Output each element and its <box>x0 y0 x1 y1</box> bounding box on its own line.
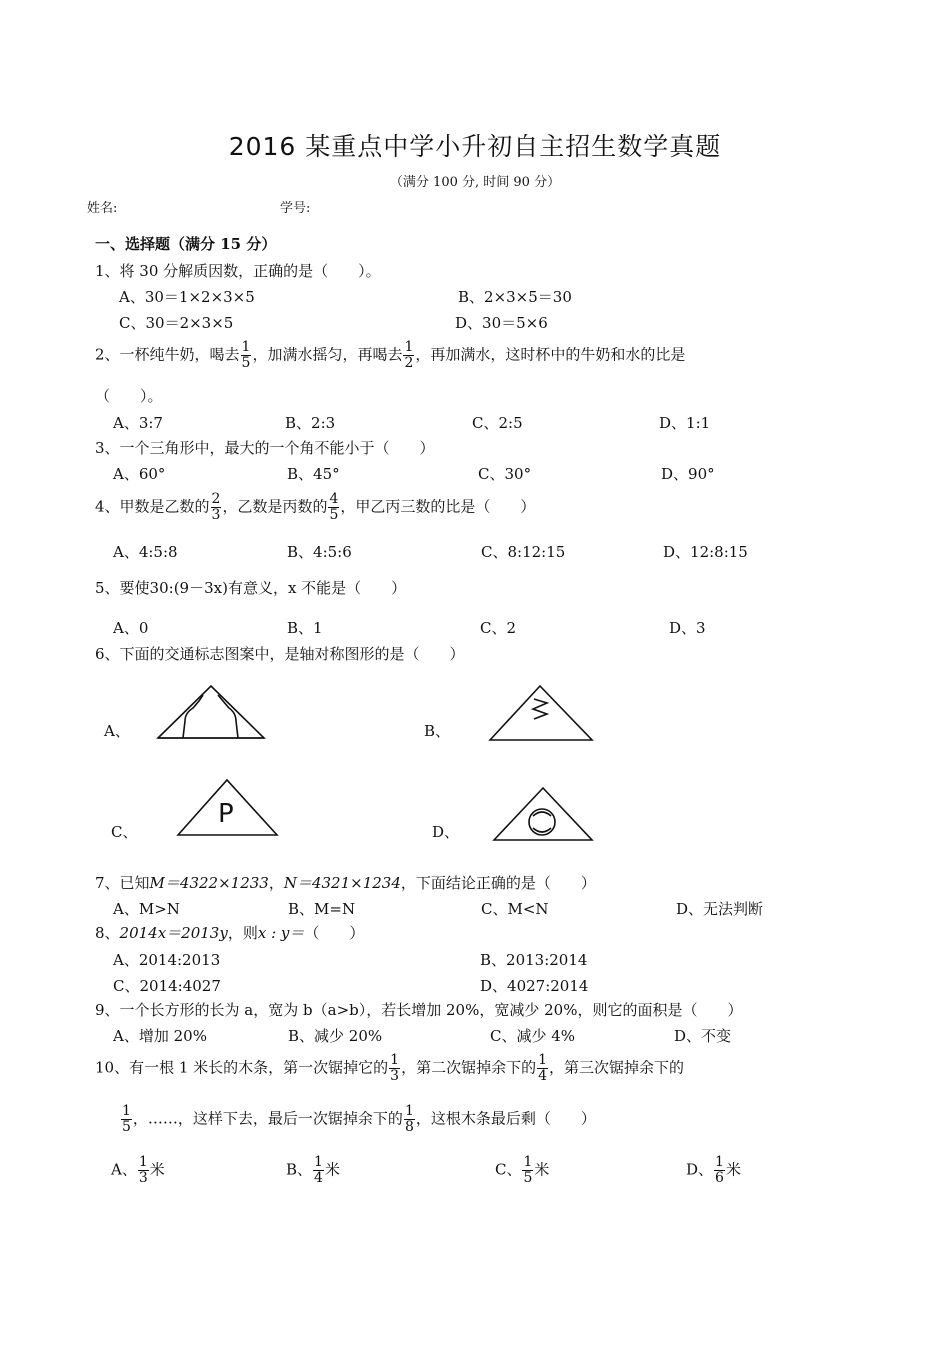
q5-text-1: 5、要使 <box>95 579 150 597</box>
q8-option-d: D、4027:2014 <box>480 977 589 995</box>
q4-fraction-2 <box>328 492 339 523</box>
q3-option-b: B、45° <box>287 465 340 483</box>
q1-option-a: A、30＝1×2×3×5 <box>119 288 255 306</box>
q10-b-label: B、 <box>286 1160 313 1179</box>
q9-option-a: A、增加 20% <box>113 1027 207 1045</box>
name-label: 姓名: <box>87 201 118 216</box>
q6-option-c: C、 <box>111 823 138 841</box>
q5-text-2: 有意义，x 不能是（ ） <box>227 579 407 597</box>
q10-text-3: ，第三次锯掉余下的 <box>549 1058 685 1077</box>
q10-b-num: 1 <box>314 1154 323 1170</box>
q4-f2-num: 4 <box>329 491 339 507</box>
q10-c-den: 5 <box>523 1170 533 1186</box>
sign-c-parking-icon <box>175 777 281 837</box>
question-3: 3、一个三角形中，最大的一个角不能小于（ ） <box>95 439 435 457</box>
q10-d-unit: 米 <box>725 1160 741 1179</box>
question-6: 6、下面的交通标志图案中，是轴对称图形的是（ ） <box>95 645 465 663</box>
q10-c-fraction <box>522 1155 533 1186</box>
q10-text-2: ，第二次锯掉余下的 <box>401 1058 537 1077</box>
q2-text-4: （ ）。 <box>95 387 163 405</box>
q10-a-unit: 米 <box>149 1160 165 1179</box>
q10-text-5: ，这根木条最后剩（ ） <box>415 1109 596 1128</box>
q10-option-d <box>686 1155 741 1186</box>
q10-d-den: 6 <box>715 1170 724 1186</box>
q4-option-b: B、4:5:6 <box>287 543 352 561</box>
q10-d-fraction <box>714 1155 725 1186</box>
q10-b-den: 4 <box>314 1170 323 1186</box>
q7-option-c: C、M<N <box>481 900 549 918</box>
q2-option-b: B、2:3 <box>285 414 336 432</box>
q7-m-expression: M＝4322×1233 <box>149 874 269 892</box>
q7-text-2: ，下面结论正确的是（ ） <box>400 874 596 892</box>
q2-f2-num: 1 <box>404 339 414 355</box>
sign-d-circular-arrows-icon <box>491 786 597 844</box>
q7-option-d: D、无法判断 <box>676 900 764 918</box>
q9-option-b: B、减少 20% <box>288 1027 383 1045</box>
q7-n-expression: N＝4321×1234 <box>283 874 401 892</box>
q4-text-1: 4、甲数是乙数的 <box>95 497 210 516</box>
q8-expression: 2014x＝2013y <box>119 924 228 942</box>
q8-option-c: C、2014:4027 <box>113 977 221 995</box>
q8-text-2: ，则 <box>227 924 258 942</box>
question-2 <box>95 340 685 371</box>
q7-option-b: B、M=N <box>288 900 356 918</box>
q3-option-a: A、60° <box>113 465 166 483</box>
q2-text-1: 2、一杯纯牛奶，喝去 <box>95 345 240 364</box>
q10-f3-den: 5 <box>122 1119 131 1135</box>
question-5 <box>95 577 406 598</box>
q10-option-b <box>286 1155 340 1186</box>
q10-a-fraction <box>138 1155 149 1186</box>
q4-option-d: D、12:8:15 <box>663 543 748 561</box>
q4-fraction-1 <box>211 492 222 523</box>
q9-option-d: D、不变 <box>674 1027 732 1045</box>
q4-option-a: A、4:5:8 <box>113 543 178 561</box>
question-7 <box>95 872 596 893</box>
q2-option-c: C、2:5 <box>472 414 523 432</box>
section-heading: 一、选择题（满分 15 分） <box>95 235 277 253</box>
q10-b-fraction <box>313 1155 324 1186</box>
q10-c-label: C、 <box>495 1160 522 1179</box>
sign-a-road-icon <box>155 683 270 743</box>
question-4 <box>95 492 535 523</box>
q9-option-c: C、减少 4% <box>490 1027 576 1045</box>
q10-option-c <box>495 1155 549 1186</box>
q10-f1-den: 3 <box>390 1068 400 1084</box>
q10-f3-num: 1 <box>122 1103 131 1119</box>
q2-f1-den: 5 <box>241 355 251 371</box>
question-8 <box>95 922 364 943</box>
q10-fraction-4 <box>404 1104 415 1135</box>
q10-text-1: 10、有一根 1 米长的木条，第一次锯掉它的 <box>95 1058 389 1077</box>
q4-f1-den: 3 <box>211 507 221 523</box>
q10-a-label: A、 <box>111 1160 137 1179</box>
q7-text-1: 7、已知 <box>95 874 150 892</box>
q5-option-a: A、0 <box>113 619 149 637</box>
page-title: 2016 某重点中学小升初自主招生数学真题 <box>228 132 722 161</box>
q4-option-c: C、8:12:15 <box>481 543 566 561</box>
id-label: 学号: <box>280 201 311 216</box>
q10-c-unit: 米 <box>534 1160 550 1179</box>
q4-f2-den: 5 <box>329 507 339 523</box>
q5-option-c: C、2 <box>480 619 517 637</box>
q5-option-d: D、3 <box>669 619 706 637</box>
q10-a-den: 3 <box>138 1170 148 1186</box>
q10-f4-den: 8 <box>404 1119 414 1135</box>
q2-text-2: ，加满水摇匀，再喝去 <box>252 345 403 364</box>
question-9: 9、一个长方形的长为 a，宽为 b（a>b），若长增加 20%，宽减少 20%，则它的面积是（ ） <box>95 1001 743 1019</box>
q1-option-b: B、2×3×5＝30 <box>458 288 572 306</box>
q10-b-unit: 米 <box>324 1160 340 1179</box>
q8-text-1: 8、 <box>95 924 120 942</box>
q2-option-a: A、3:7 <box>113 414 163 432</box>
q10-fraction-2 <box>537 1053 548 1084</box>
q4-f1-num: 2 <box>211 491 221 507</box>
q10-text-4: ，……，这样下去，最后一次锯掉余下的 <box>132 1109 403 1128</box>
question-10-cont <box>120 1104 596 1135</box>
q8-text-3: （ ） <box>304 924 365 942</box>
sign-b-zigzag-icon <box>487 683 597 743</box>
q4-text-3: ，甲乙丙三数的比是（ ） <box>340 497 536 516</box>
page-subtitle: （满分 100 分, 时间 90 分） <box>389 175 561 190</box>
q10-option-a <box>111 1155 165 1186</box>
q10-c-num: 1 <box>523 1154 533 1170</box>
q8-option-a: A、2014:2013 <box>113 951 221 969</box>
q3-option-c: C、30° <box>478 465 532 483</box>
sign-c-letter: P <box>218 799 234 829</box>
q10-fraction-3 <box>121 1104 132 1135</box>
q7-separator: ， <box>268 874 284 892</box>
q4-text-2: ，乙数是丙数的 <box>222 497 328 516</box>
q10-fraction-1 <box>389 1053 400 1084</box>
q3-option-d: D、90° <box>661 465 715 483</box>
q2-text-3: ，再加满水，这时杯中的牛奶和水的比是 <box>415 345 686 364</box>
q8-ratio: x : y＝ <box>257 924 305 942</box>
q6-option-d: D、 <box>432 823 460 841</box>
q2-fraction-2 <box>403 340 414 371</box>
q6-option-a: A、 <box>104 722 130 740</box>
q10-f4-num: 1 <box>404 1103 414 1119</box>
q1-option-d: D、30＝5×6 <box>455 314 548 332</box>
q2-f2-den: 2 <box>404 355 414 371</box>
q5-expression: 30:(9－3x) <box>149 579 228 597</box>
q10-d-num: 1 <box>715 1154 724 1170</box>
q8-option-b: B、2013:2014 <box>480 951 588 969</box>
q6-option-b: B、 <box>424 722 451 740</box>
q10-f2-den: 4 <box>538 1068 548 1084</box>
q10-d-label: D、 <box>686 1160 714 1179</box>
q2-fraction-1 <box>241 340 252 371</box>
q10-f2-num: 1 <box>538 1052 548 1068</box>
q2-f1-num: 1 <box>241 339 251 355</box>
q1-option-c: C、30＝2×3×5 <box>119 314 234 332</box>
q2-option-d: D、1:1 <box>659 414 711 432</box>
q10-f1-num: 1 <box>390 1052 400 1068</box>
question-1: 1、将 30 分解质因数，正确的是（ ）。 <box>95 262 381 280</box>
q5-option-b: B、1 <box>287 619 323 637</box>
question-10 <box>95 1053 684 1084</box>
q7-option-a: A、M>N <box>113 900 180 918</box>
q10-a-num: 1 <box>138 1154 148 1170</box>
